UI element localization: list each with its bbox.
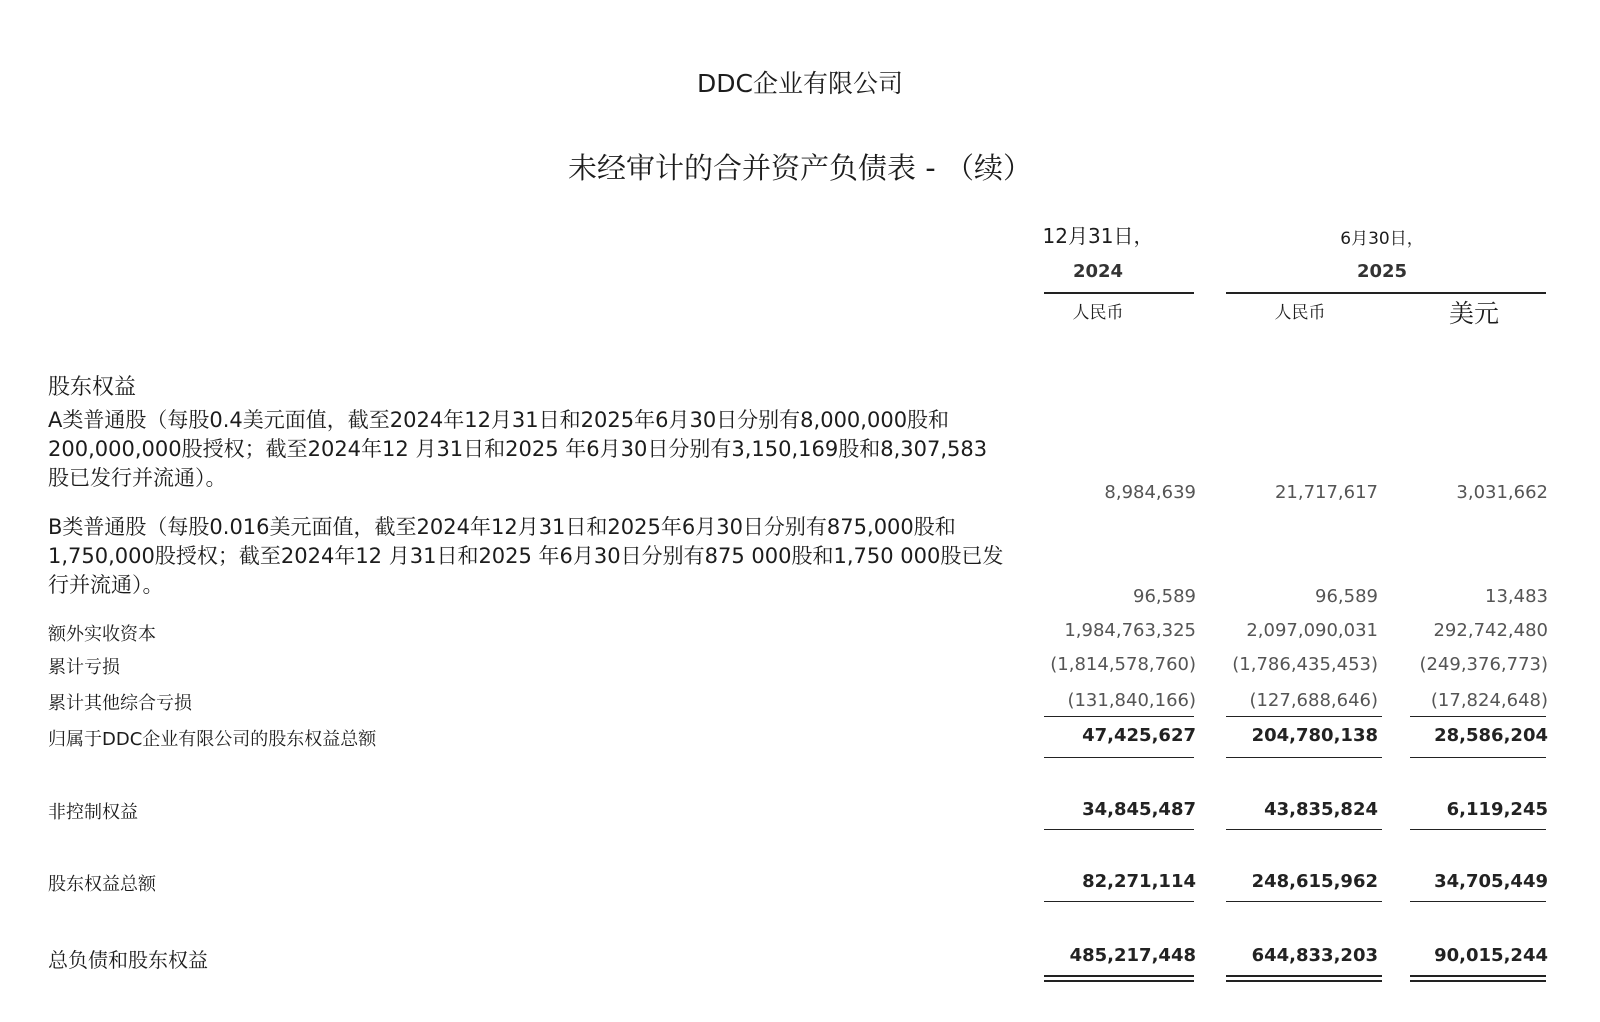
total-liabilities-equity-2024-value: 485,217,448 [1069, 945, 1196, 966]
nci-rule-col2 [1226, 829, 1382, 830]
aoci-2024-value: (131,840,166) [1067, 690, 1196, 711]
apic-2025-usd-value: 292,742,480 [1433, 620, 1548, 641]
report-title: 未经审计的合并资产负债表 - （续） [568, 151, 1032, 185]
total-equity-rule-col3 [1410, 901, 1546, 902]
col3-unit-header: 美元 [1448, 299, 1499, 328]
nci-2025-usd-value: 6,119,245 [1446, 799, 1548, 820]
total-liabilities-equity-2025-usd-value: 90,015,244 [1434, 945, 1548, 966]
col1-date-header: 12月31日， [1042, 224, 1154, 248]
nci-rule-col1 [1044, 829, 1194, 830]
class-a-2025-rmb-value: 21,717,617 [1274, 482, 1378, 503]
total-equity-2025-rmb-value: 248,615,962 [1251, 871, 1378, 892]
aoci-label: 累计其他综合亏损 [48, 693, 192, 714]
col1-year-header: 2024 [1072, 261, 1124, 282]
accumulated-deficit-2025-usd-value: (249,376,773) [1419, 654, 1548, 675]
class-a-common-stock-label: A类普通股（每股0.4美元面值，截至2024年12月31日和2025年6月30日分别有8,000,000股和200,000,000股授权；截至2024年12 月31日和2025 年6月30日分别有3,150,169股和8,307,583股已发行并流通）。 [48, 408, 988, 490]
col1-unit-header: 人民币 [1072, 303, 1124, 323]
attributable-rule-col3 [1410, 757, 1546, 758]
attributable-equity-2025-rmb-value: 204,780,138 [1251, 725, 1378, 746]
subtotal-rule-col3 [1410, 716, 1546, 717]
total-liabilities-equity-2025-rmb-value: 644,833,203 [1251, 945, 1378, 966]
apic-2025-rmb-value: 2,097,090,031 [1246, 620, 1378, 641]
class-b-common-stock-label: B类普通股（每股0.016美元面值，截至2024年12月31日和2025年6月30日分别有875,000股和1,750,000股授权；截至2024年12 月31日和2025 年6月30日分别有875 000股和1,750 000股已发行并流通）。 [48, 515, 1004, 597]
subtotal-rule-col1 [1044, 716, 1194, 717]
col2-date-header: 6月30日， [1340, 229, 1424, 249]
accumulated-deficit-2024-value: (1,814,578,760) [1050, 654, 1196, 675]
total-equity-rule-col1 [1044, 901, 1194, 902]
aoci-2025-rmb-value: (127,688,646) [1249, 690, 1378, 711]
class-a-2025-usd-value: 3,031,662 [1456, 482, 1548, 503]
accumulated-deficit-label: 累计亏损 [48, 657, 120, 678]
class-a-2024-value: 8,984,639 [1104, 482, 1196, 503]
total-equity-2024-value: 82,271,114 [1082, 871, 1196, 892]
attributable-rule-col2 [1226, 757, 1382, 758]
col1-header-rule [1044, 292, 1194, 294]
total-equity-rule-col2 [1226, 901, 1382, 902]
company-name: DDC企业有限公司 [697, 69, 903, 98]
grand-total-double-rule-col1 [1044, 975, 1194, 982]
aoci-2025-usd-value: (17,824,648) [1430, 690, 1548, 711]
section-title-equity: 股东权益 [48, 375, 137, 400]
nci-label: 非控制权益 [48, 802, 138, 823]
apic-label: 额外实收资本 [48, 624, 156, 645]
class-b-2025-rmb-value: 96,589 [1315, 586, 1378, 607]
accumulated-deficit-2025-rmb-value: (1,786,435,453) [1232, 654, 1378, 675]
attributable-rule-col1 [1044, 757, 1194, 758]
col2-unit-header: 人民币 [1274, 303, 1326, 323]
grand-total-double-rule-col2 [1226, 975, 1382, 982]
attributable-equity-label: 归属于DDC企业有限公司的股东权益总额 [48, 729, 377, 750]
grand-total-double-rule-col3 [1410, 975, 1546, 982]
col2-year-header: 2025 [1356, 261, 1408, 282]
total-liabilities-equity-label: 总负债和股东权益 [48, 948, 208, 972]
nci-2025-rmb-value: 43,835,824 [1264, 799, 1378, 820]
total-equity-2025-usd-value: 34,705,449 [1434, 871, 1548, 892]
total-equity-label: 股东权益总额 [48, 874, 156, 895]
class-b-2025-usd-value: 13,483 [1485, 586, 1548, 607]
subtotal-rule-col2 [1226, 716, 1382, 717]
nci-2024-value: 34,845,487 [1082, 799, 1196, 820]
attributable-equity-2024-value: 47,425,627 [1082, 725, 1196, 746]
nci-rule-col3 [1410, 829, 1546, 830]
class-b-2024-value: 96,589 [1133, 586, 1196, 607]
attributable-equity-2025-usd-value: 28,586,204 [1434, 725, 1548, 746]
apic-2024-value: 1,984,763,325 [1064, 620, 1196, 641]
